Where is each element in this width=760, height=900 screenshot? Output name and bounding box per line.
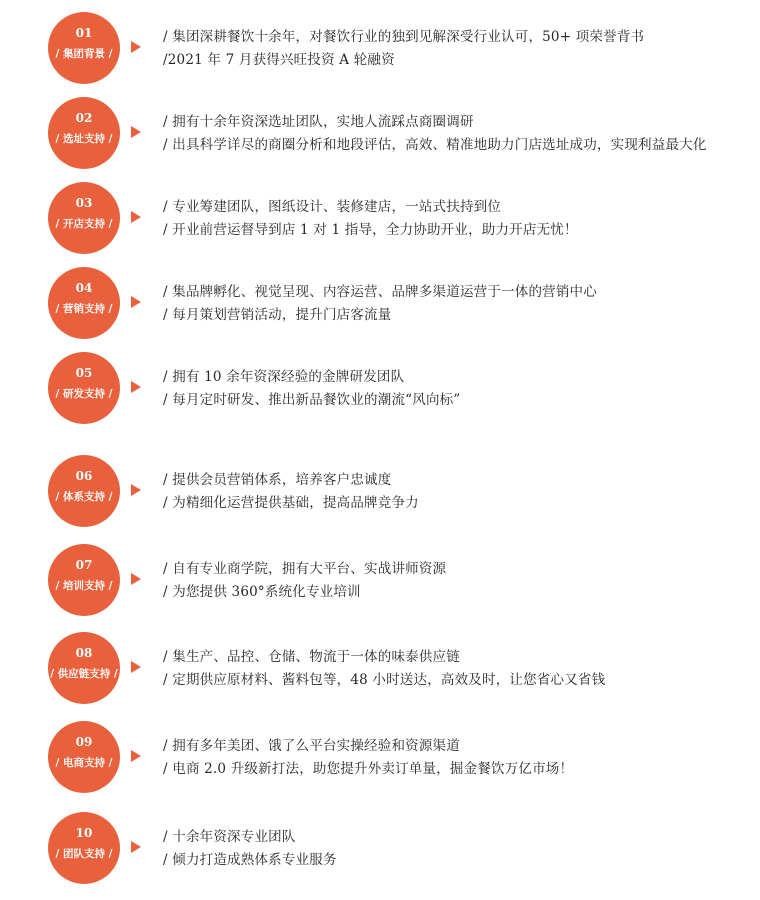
item-label: / 选址支持 /: [55, 133, 113, 145]
description-line: / 倾力打造成熟体系专业服务: [163, 852, 337, 868]
item-number: 05: [75, 366, 93, 380]
item-badge: [48, 455, 120, 527]
arrow-right-icon: [131, 126, 141, 138]
item-badge: [48, 632, 120, 704]
description-line: / 集品牌孵化、视觉呈现、内容运营、品牌多渠道运营于一体的营销中心: [163, 284, 597, 300]
support-item-2: [0, 97, 760, 169]
description-line: / 为您提供 360°系统化专业培训: [163, 584, 361, 600]
item-badge: [48, 352, 120, 424]
item-badge: [48, 182, 120, 254]
support-item-1: [0, 12, 760, 84]
arrow-right-icon: [131, 661, 141, 673]
description-line: / 拥有 10 余年资深经验的金牌研发团队: [163, 369, 405, 385]
description-line: / 集生产、品控、仓储、物流于一体的味泰供应链: [163, 649, 460, 665]
item-label: / 团队支持 /: [55, 848, 113, 860]
arrow-right-icon: [131, 573, 141, 585]
arrow-right-icon: [131, 296, 141, 308]
description-line: / 专业筹建团队，图纸设计、装修建店，一站式扶持到位: [163, 199, 502, 215]
item-number: 07: [75, 558, 93, 572]
description-line: / 定期供应原材料、酱料包等，48 小时送达，高效及时，让您省心又省钱: [163, 672, 606, 688]
item-label: / 营销支持 /: [55, 303, 113, 315]
description-line: / 开业前营运督导到店 1 对 1 指导，全力协助开业，助力开店无忧！: [163, 222, 578, 238]
item-badge: [48, 267, 120, 339]
support-item-10: [0, 812, 760, 884]
item-number: 02: [75, 111, 93, 125]
item-number: 08: [75, 646, 93, 660]
description-line: / 自有专业商学院，拥有大平台、实战讲师资源: [163, 561, 447, 577]
item-badge: [48, 721, 120, 793]
item-number: 10: [75, 826, 93, 840]
arrow-right-icon: [131, 841, 141, 853]
support-item-9: [0, 721, 760, 793]
support-item-3: [0, 182, 760, 254]
item-badge: [48, 97, 120, 169]
item-badge: [48, 544, 120, 616]
item-number: 09: [75, 735, 93, 749]
item-badge: [48, 812, 120, 884]
item-number: 04: [75, 281, 93, 295]
description-line: / 每月策划营销活动，提升门店客流量: [163, 307, 392, 323]
support-item-7: [0, 544, 760, 616]
support-item-8: [0, 632, 760, 704]
item-label: / 培训支持 /: [55, 580, 113, 592]
arrow-right-icon: [131, 211, 141, 223]
arrow-right-icon: [131, 484, 141, 496]
item-number: 03: [75, 196, 93, 210]
support-item-6: [0, 455, 760, 527]
item-badge: [48, 12, 120, 84]
support-item-4: [0, 267, 760, 339]
item-number: 06: [75, 469, 93, 483]
arrow-right-icon: [131, 381, 141, 393]
description-line: / 出具科学详尽的商圈分析和地段评估，高效、精准地助力门店选址成功，实现利益最大化: [163, 137, 707, 153]
description-line: /2021 年 7 月获得兴旺投资 A 轮融资: [163, 52, 395, 68]
description-line: / 拥有多年美团、饿了么平台实操经验和资源渠道: [163, 738, 460, 754]
item-label: / 研发支持 /: [55, 388, 113, 400]
description-line: / 十余年资深专业团队: [163, 829, 296, 845]
description-line: / 拥有十余年资深选址团队，实地人流踩点商圈调研: [163, 114, 474, 130]
item-label: / 供应链支持 /: [50, 668, 118, 680]
description-line: / 提供会员营销体系，培养客户忠诚度: [163, 472, 392, 488]
arrow-right-icon: [131, 41, 141, 53]
item-label: / 开店支持 /: [55, 218, 113, 230]
item-label: / 体系支持 /: [55, 491, 113, 503]
description-line: / 电商 2.0 升级新打法，助您提升外卖订单量，掘金餐饮万亿市场！: [163, 761, 574, 777]
description-line: / 每月定时研发、推出新品餐饮业的潮流“风向标”: [163, 392, 461, 408]
item-label: / 电商支持 /: [55, 757, 113, 769]
description-line: / 集团深耕餐饮十余年，对餐饮行业的独到见解深受行业认可，50+ 项荣誉背书: [163, 29, 645, 45]
arrow-right-icon: [131, 750, 141, 762]
support-item-5: [0, 352, 760, 424]
description-line: / 为精细化运营提供基础，提高品牌竞争力: [163, 495, 419, 511]
item-number: 01: [75, 26, 93, 40]
item-label: / 集团背景 /: [55, 48, 113, 60]
